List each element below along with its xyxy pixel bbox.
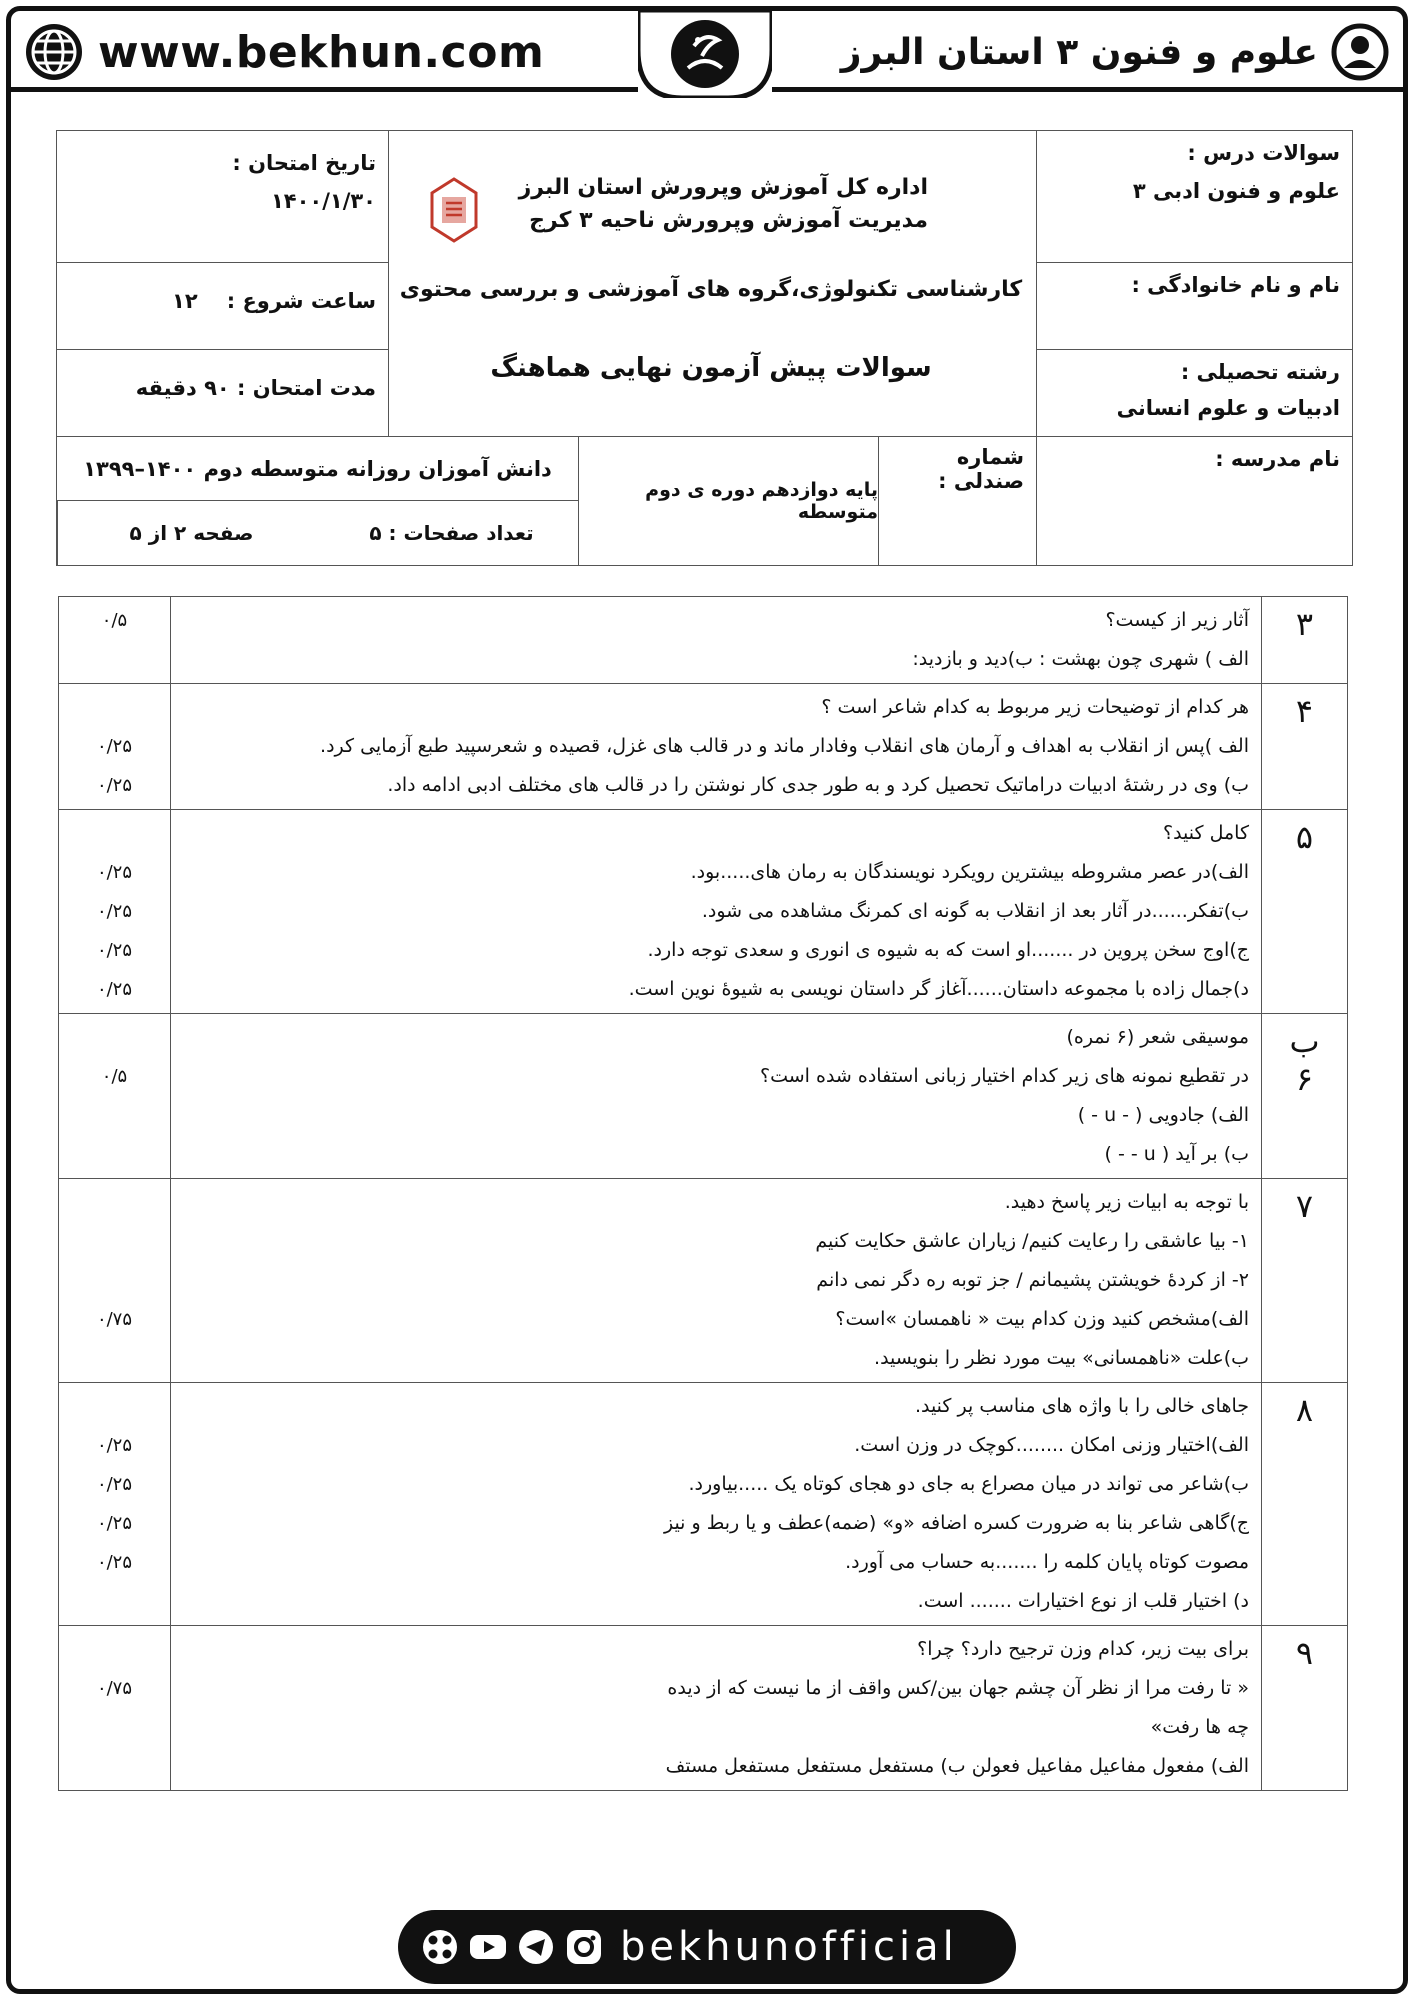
score-value: [59, 1387, 170, 1426]
grade-text: پایه دوازدهم دوره ی دوم متوسطه: [645, 479, 878, 523]
question-number: ۴: [1262, 684, 1348, 810]
page-number: صفحه ۲ از ۵: [129, 521, 254, 545]
question-line: د) اختیار قلب از نوع اختیارات ....... است.: [917, 1590, 1249, 1612]
question-body: [171, 1179, 1262, 1383]
question-line: الف )پس از انقلاب به اهداف و آرمان های انقلاب وفادار ماند و در قالب های غزل، قصیده و شعرسپید طبع آزمایی کرد.: [320, 735, 1249, 757]
question-row: [59, 810, 1348, 1014]
question-line: موسیقی شعر (۶ نمره): [1066, 1026, 1249, 1048]
question-line: چه ها رفت»: [1150, 1716, 1249, 1738]
score-value: ۰/۲۵: [96, 775, 133, 796]
question-line: الف) مفعول مفاعیل مفاعیل فعولن ب) مستفعل مستفعل مستفعل مستف: [665, 1755, 1249, 1777]
aparat-icon[interactable]: [420, 1927, 460, 1967]
subject-label: سوالات درس :: [1187, 141, 1340, 165]
question-line: الف) جادویی ( - u - ): [1077, 1104, 1249, 1126]
students-cell: [57, 437, 578, 501]
score-value: [59, 1222, 170, 1261]
question-line: هر کدام از توضیحات زیر مربوط به کدام شاعر است ؟: [821, 696, 1249, 718]
score-value: [59, 1708, 170, 1747]
start-time-cell: [57, 263, 389, 350]
score-value: [59, 1096, 170, 1135]
question-line: الف)در عصر مشروطه بیشترین رویکرد نویسندگان به رمان های.....بود.: [690, 861, 1249, 883]
question-score: [59, 1014, 171, 1179]
course-title: [841, 22, 1390, 82]
question-line: آثار زیر از کیست؟: [1105, 609, 1249, 631]
score-value: [59, 1018, 170, 1057]
page-number-cell: [57, 501, 325, 565]
question-line: جاهای خالی را با واژه های مناسب پر کنید.: [914, 1395, 1249, 1417]
exam-header-table: [56, 130, 1353, 566]
bekhun-logo: [638, 10, 772, 98]
website-text: www.bekhun.com: [98, 26, 545, 78]
question-line: ب)شاعر می تواند در میان مصراع به جای دو هجای کوتاه یک .....بیاورد.: [688, 1473, 1249, 1495]
question-line: با توجه به ابیات زیر پاسخ دهید.: [1004, 1191, 1249, 1213]
website-link[interactable]: [24, 22, 544, 82]
score-value: [59, 1261, 170, 1300]
question-line: ج)گاهی شاعر بنا به ضرورت کسره اضافه «و» (ضمه)عطف و یا ربط و نیز: [663, 1512, 1249, 1534]
score-value: ۰/۲۵: [96, 1552, 133, 1573]
instagram-icon[interactable]: [564, 1927, 604, 1967]
question-line: مصوت کوتاه پایان کلمه را .......به حساب می آورد.: [845, 1551, 1249, 1573]
question-line: ب) بر آید ( u - - ): [1104, 1143, 1249, 1165]
score-value: ۰/۷۵: [96, 1678, 133, 1699]
start-time-value: ۱۲: [172, 289, 198, 313]
course-title-text: علوم و فنون ۳ استان البرز: [840, 31, 1318, 73]
globe-icon: [24, 22, 84, 82]
ministry-logo-icon: [426, 175, 482, 247]
school-cell: [1036, 437, 1352, 565]
name-label[interactable]: نام و نام خانوادگی :: [1131, 273, 1340, 297]
youtube-icon[interactable]: [468, 1927, 508, 1967]
org-lines: [519, 175, 928, 233]
social-handle[interactable]: bekhunofficial: [620, 1924, 958, 1970]
bekhun-logo-icon: [638, 10, 772, 98]
question-body: [171, 1383, 1262, 1626]
score-value: ۰/۲۵: [96, 979, 133, 1000]
field-cell: [1036, 350, 1352, 437]
students-text: دانش آموزان روزانه متوسطه دوم ۱۴۰۰–۱۳۹۹: [83, 456, 552, 481]
question-row: [59, 1383, 1348, 1626]
score-value: [59, 1582, 170, 1621]
question-line: الف)اختیار وزنی امکان ........کوچک در وزن است.: [854, 1434, 1249, 1456]
org-line2: مدیریت آموزش وپرورش ناحیه ۳ کرج: [529, 208, 928, 233]
question-line: کامل کنید؟: [1162, 822, 1249, 844]
question-line: ج)اوج سخن پروین در .......او است که به شیوه ی انوری و سعدی توجه دارد.: [647, 939, 1249, 961]
question-body: [171, 1014, 1262, 1179]
question-row: [59, 684, 1348, 810]
exam-title: سوالات پیش آزمون نهایی هماهنگ: [490, 353, 932, 383]
question-row: [59, 597, 1348, 684]
org-line1: اداره کل آموزش وپرورش استان البرز: [518, 175, 928, 200]
question-row: [59, 1014, 1348, 1179]
question-score: [59, 1383, 171, 1626]
score-value: ۰/۵: [101, 1066, 128, 1087]
field-value: ادبیات و علوم انسانی: [1116, 396, 1340, 420]
question-number: ۵: [1262, 810, 1348, 1014]
score-value: [59, 814, 170, 853]
question-number: ۷: [1262, 1179, 1348, 1383]
score-value: ۰/۲۵: [96, 1474, 133, 1495]
score-value: ۰/۲۵: [96, 901, 133, 922]
question-line: الف ) شهری چون بهشت : ب)دید و بازدید:: [912, 648, 1249, 670]
question-body: [171, 810, 1262, 1014]
user-icon: [1330, 22, 1390, 82]
seat-label[interactable]: شماره صندلی :: [938, 445, 1024, 493]
name-cell: [1036, 263, 1352, 350]
score-value: ۰/۲۵: [96, 940, 133, 961]
pages-count: تعداد صفحات : ۵: [369, 521, 534, 545]
seat-cell: [878, 437, 1036, 565]
score-value: ۰/۲۵: [96, 1435, 133, 1456]
question-body: [171, 597, 1262, 684]
question-line: ۱- بیا عاشقی را رعایت کنیم/ زیاران عاشق حکایت کنیم: [815, 1230, 1249, 1252]
field-label: رشته تحصیلی :: [1180, 360, 1340, 384]
score-value: ۰/۵: [101, 610, 128, 631]
question-number: ۳: [1262, 597, 1348, 684]
score-value: [59, 1747, 170, 1786]
questions-table: [58, 596, 1348, 1791]
pages-count-cell: [325, 501, 578, 565]
telegram-icon[interactable]: [516, 1927, 556, 1967]
score-value: [59, 1630, 170, 1669]
score-value: [59, 688, 170, 727]
question-number: ب ۶: [1262, 1014, 1348, 1179]
score-value: ۰/۷۵: [96, 1309, 133, 1330]
question-score: [59, 597, 171, 684]
duration-label: مدت امتحان : ۹۰ دقیقه: [135, 376, 376, 400]
question-score: [59, 810, 171, 1014]
start-time-label: ساعت شروع :: [226, 289, 376, 313]
question-number: ۸: [1262, 1383, 1348, 1626]
exam-date-cell: [57, 131, 389, 263]
question-line: الف)مشخص کنید وزن کدام بیت « ناهمسان »است؟: [835, 1308, 1249, 1330]
question-score: [59, 1626, 171, 1791]
score-value: ۰/۲۵: [96, 736, 133, 757]
question-row: [59, 1179, 1348, 1383]
school-label[interactable]: نام مدرسه :: [1215, 447, 1340, 471]
top-banner: [10, 10, 1404, 92]
duration-cell: [57, 350, 389, 437]
exam-date-value: ۱۴۰۰/۱/۳۰: [270, 189, 376, 213]
score-value: [59, 640, 170, 679]
score-value: [59, 1135, 170, 1174]
question-line: « تا رفت مرا از نظر آن چشم جهان بین/کس واقف از ما نیست که از دیده: [667, 1677, 1249, 1699]
question-body: [171, 684, 1262, 810]
question-line: ب)علت «ناهمسانی» بیت مورد نظر را بنویسید.: [874, 1347, 1249, 1369]
question-score: [59, 684, 171, 810]
social-footer: [398, 1910, 1016, 1984]
question-score: [59, 1179, 171, 1383]
score-value: [59, 1183, 170, 1222]
score-value: [59, 1339, 170, 1378]
question-line: د)جمال زاده با مجموعه داستان......آغاز گر داستان نویسی به شیوهٔ نوین است.: [628, 978, 1249, 1000]
question-row: [59, 1626, 1348, 1791]
question-line: برای بیت زیر، کدام وزن ترجیح دارد؟ چرا؟: [917, 1638, 1249, 1660]
score-value: ۰/۲۵: [96, 1513, 133, 1534]
subject-cell: [1036, 131, 1352, 263]
question-line: ب) وی در رشتهٔ ادبیات دراماتیک تحصیل کرد و به طور جدی کار نوشتن را در قالب های مختلف ادبی ادامه داد.: [387, 774, 1249, 796]
exam-date-label: تاریخ امتحان :: [232, 151, 376, 175]
question-body: [171, 1626, 1262, 1791]
question-line: در تقطیع نمونه های زیر کدام اختیار زبانی استفاده شده است؟: [760, 1065, 1249, 1087]
org-line3: کارشناسی تکنولوژی،گروه های آموزشی و بررسی محتوی: [399, 277, 1023, 302]
question-line: ۲- از کردهٔ خویشتن پشیمانم / جز توبه ره دگر نمی دانم: [816, 1269, 1249, 1291]
org-cell: [386, 131, 1036, 437]
subject-value: علوم و فنون ادبی ۳: [1132, 179, 1340, 203]
score-value: ۰/۲۵: [96, 862, 133, 883]
grade-cell: [578, 437, 878, 565]
question-line: ب)تفکر......در آثار بعد از انقلاب به گونه ای کمرنگ مشاهده می شود.: [701, 900, 1249, 922]
question-number: ۹: [1262, 1626, 1348, 1791]
